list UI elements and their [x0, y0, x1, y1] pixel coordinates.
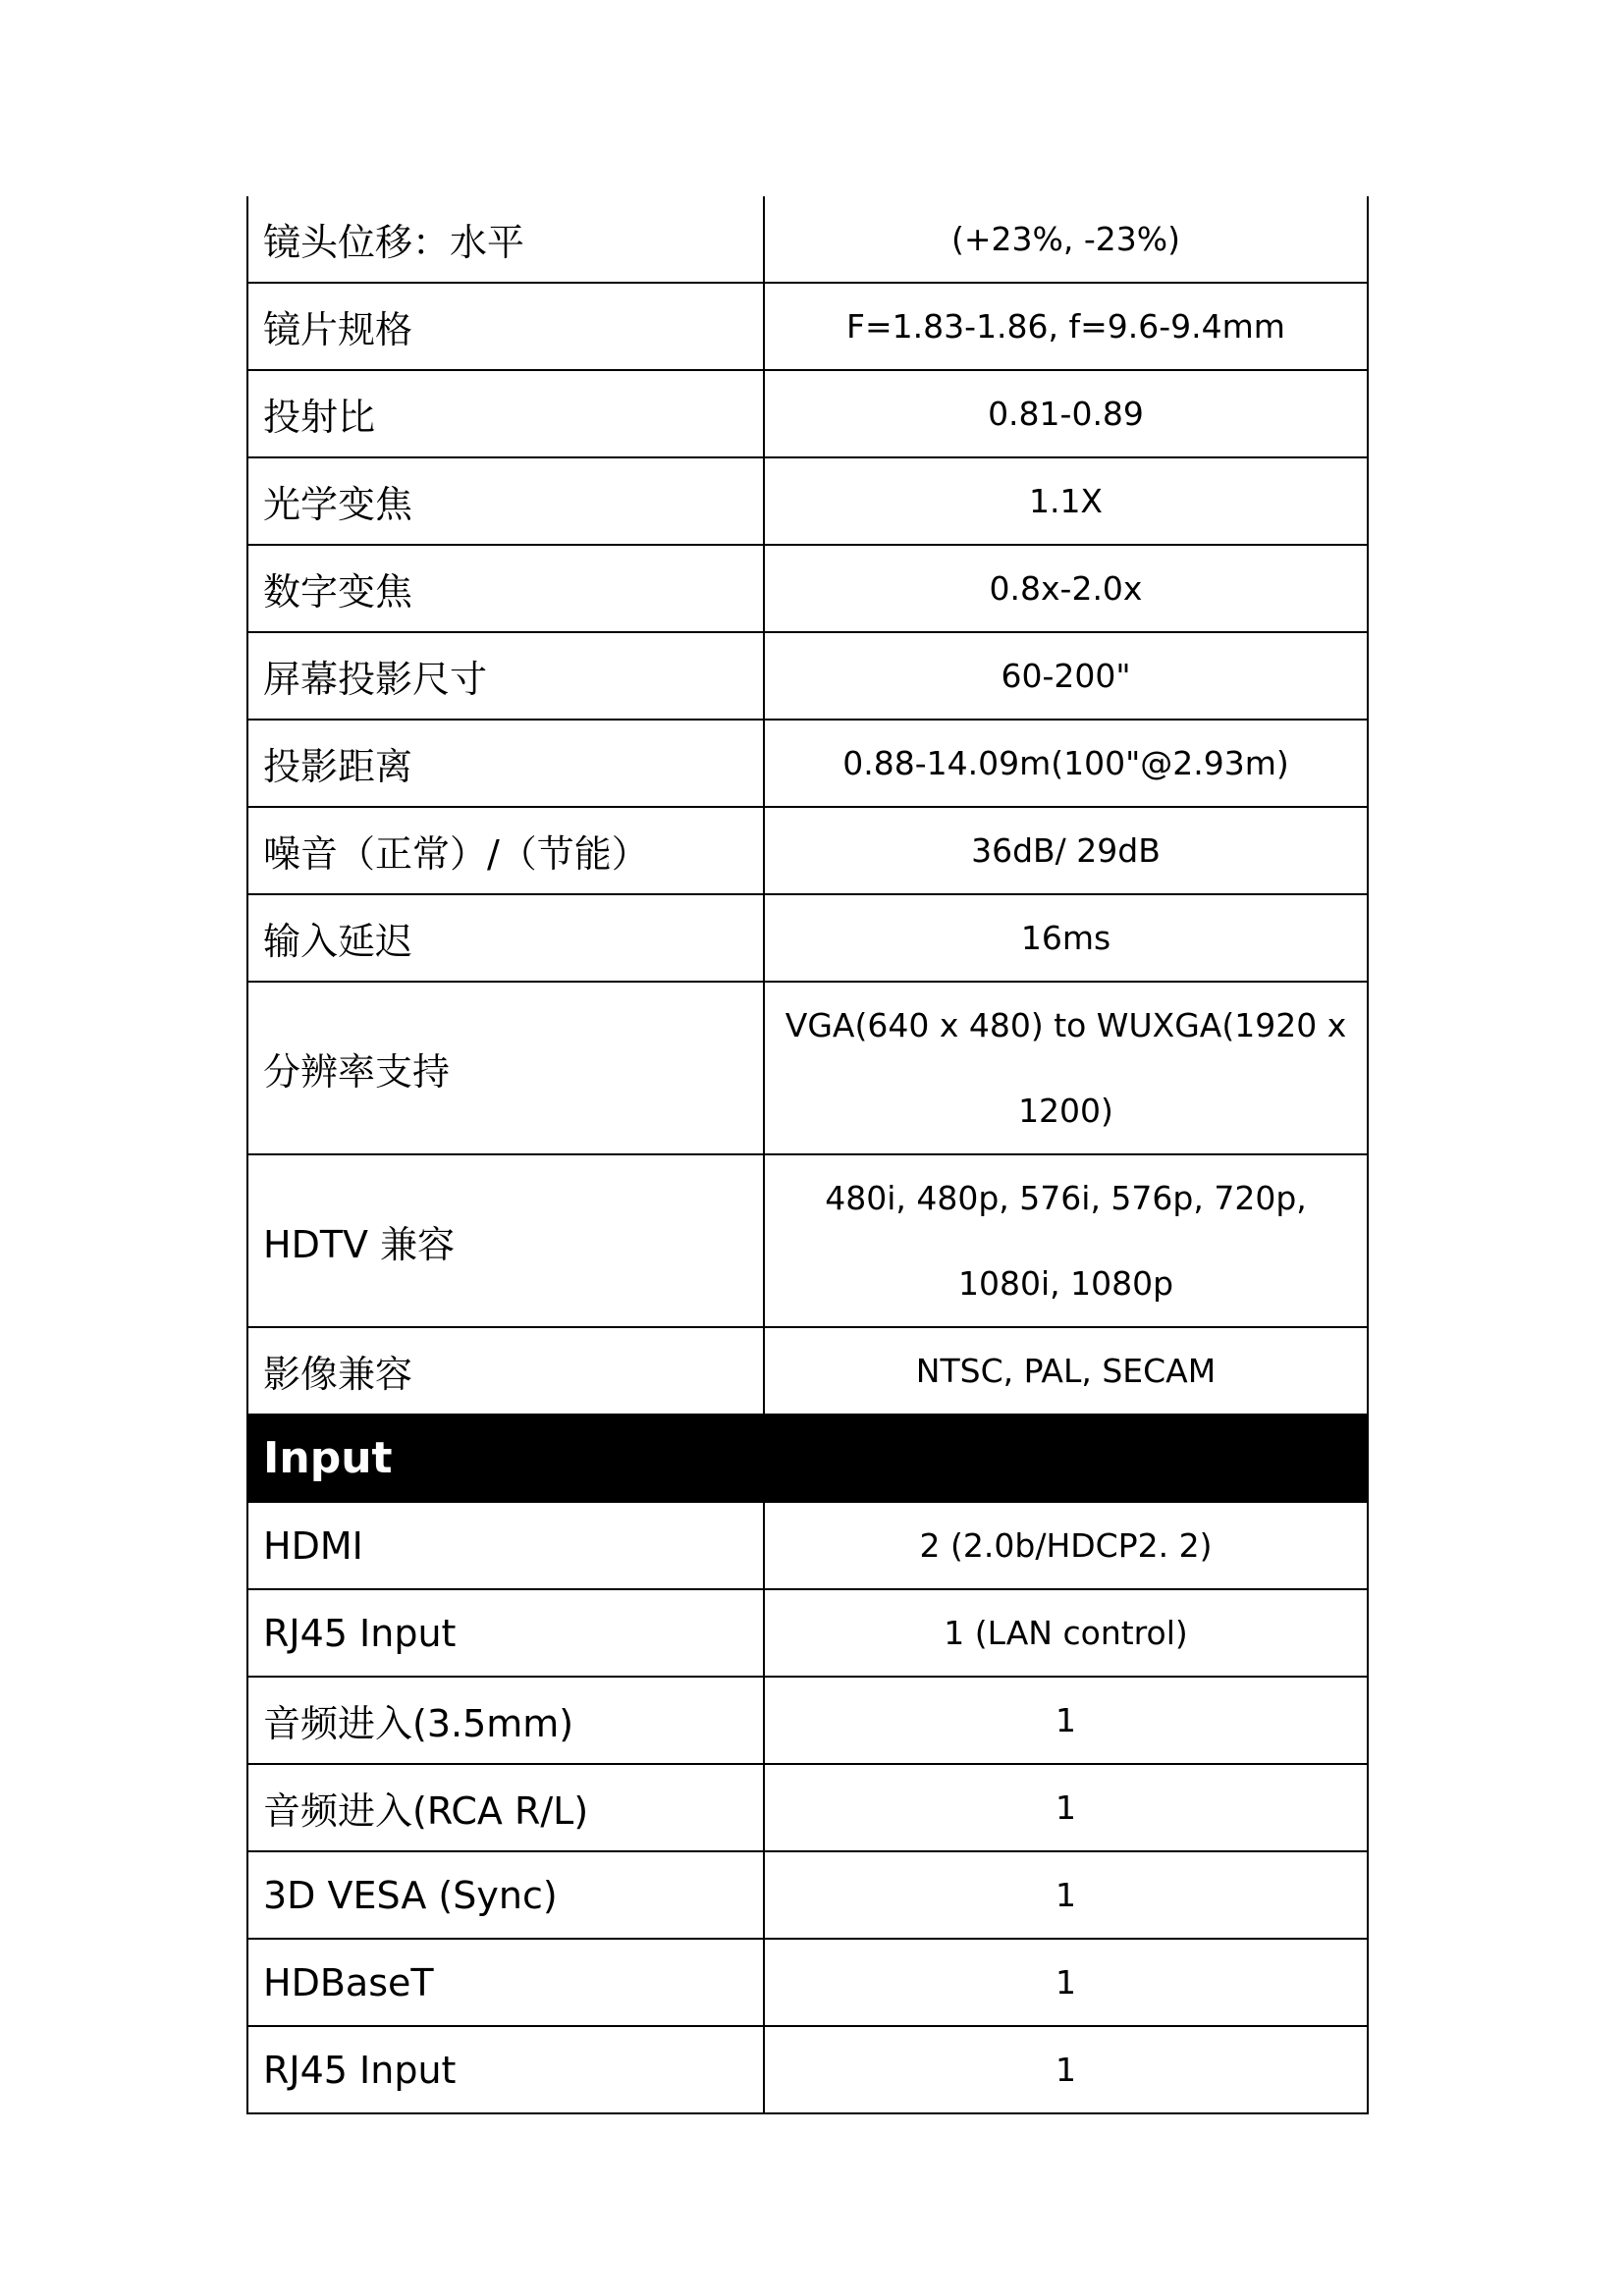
spec-value: 36dB/ 29dB	[764, 807, 1368, 894]
spec-value: 16ms	[764, 894, 1368, 982]
spec-value: 1	[764, 2026, 1368, 2113]
table-row	[247, 1851, 1368, 1939]
table-row	[247, 370, 1368, 457]
spec-value: F=1.83-1.86, f=9.6-9.4mm	[764, 283, 1368, 370]
table-row	[247, 2026, 1368, 2113]
table-row	[247, 1589, 1368, 1677]
spec-label: 3D VESA (Sync)	[247, 1851, 764, 1939]
spec-value: VGA(640 x 480) to WUXGA(1920 x 1200)	[764, 982, 1368, 1154]
spec-value: 1	[764, 1939, 1368, 2026]
table-row	[247, 1327, 1368, 1415]
spec-table	[246, 196, 1369, 2114]
table-row	[247, 720, 1368, 807]
spec-label: 数字变焦	[247, 545, 764, 632]
table-row	[247, 1502, 1368, 1589]
spec-label: 影像兼容	[247, 1327, 764, 1415]
spec-label: HDTV 兼容	[247, 1154, 764, 1327]
spec-value: 1	[764, 1764, 1368, 1851]
spec-value: 1	[764, 1677, 1368, 1764]
table-row	[247, 283, 1368, 370]
spec-label: 镜片规格	[247, 283, 764, 370]
spec-value: NTSC, PAL, SECAM	[764, 1327, 1368, 1415]
table-row	[247, 894, 1368, 982]
spec-value: 1	[764, 1851, 1368, 1939]
spec-label: HDBaseT	[247, 1939, 764, 2026]
table-row	[247, 807, 1368, 894]
spec-value: 0.8x-2.0x	[764, 545, 1368, 632]
spec-value: 2 (2.0b/HDCP2. 2)	[764, 1502, 1368, 1589]
spec-value: 0.88-14.09m(100"@2.93m)	[764, 720, 1368, 807]
spec-label: 音频进入(3.5mm)	[247, 1677, 764, 1764]
table-row	[247, 545, 1368, 632]
section-title: Input	[247, 1415, 1368, 1502]
spec-label: 输入延迟	[247, 894, 764, 982]
table-row	[247, 632, 1368, 720]
table-row	[247, 196, 1368, 283]
section-header-row	[247, 1415, 1368, 1502]
table-row	[247, 1154, 1368, 1327]
table-row	[247, 1939, 1368, 2026]
spec-label: HDMI	[247, 1502, 764, 1589]
table-row	[247, 457, 1368, 545]
spec-label: 镜头位移：水平	[247, 196, 764, 283]
spec-label: 音频进入(RCA R/L)	[247, 1764, 764, 1851]
spec-label: 投射比	[247, 370, 764, 457]
spec-label: 投影距离	[247, 720, 764, 807]
spec-value: 1.1X	[764, 457, 1368, 545]
spec-label: 分辨率支持	[247, 982, 764, 1154]
spec-value: 1 (LAN control)	[764, 1589, 1368, 1677]
table-row	[247, 1677, 1368, 1764]
table-row	[247, 1764, 1368, 1851]
spec-label: RJ45 Input	[247, 1589, 764, 1677]
spec-label: 噪音（正常）/（节能）	[247, 807, 764, 894]
spec-value: 480i, 480p, 576i, 576p, 720p, 1080i, 1080p	[764, 1154, 1368, 1327]
table-row	[247, 982, 1368, 1154]
spec-value: 0.81-0.89	[764, 370, 1368, 457]
spec-label: 光学变焦	[247, 457, 764, 545]
spec-value: (+23%, -23%)	[764, 196, 1368, 283]
spec-label: 屏幕投影尺寸	[247, 632, 764, 720]
spec-value: 60-200"	[764, 632, 1368, 720]
spec-label: RJ45 Input	[247, 2026, 764, 2113]
